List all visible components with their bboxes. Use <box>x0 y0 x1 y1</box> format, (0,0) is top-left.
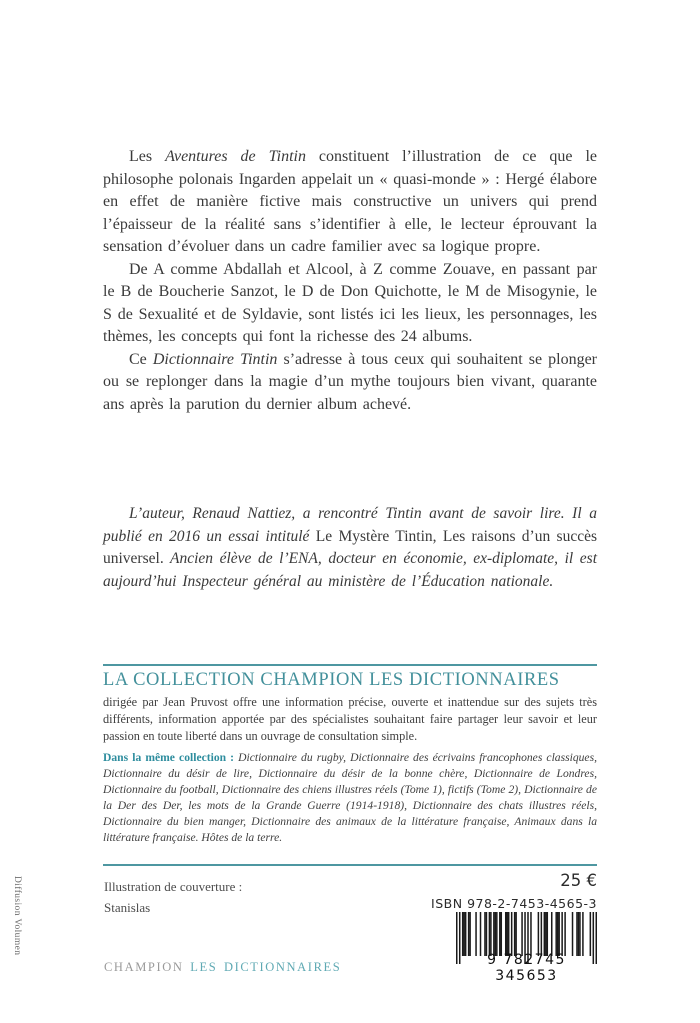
collection-block <box>103 664 597 846</box>
barcode-digits: 9 782745 345653 <box>487 952 566 984</box>
cover-credit-label: Illustration de couverture : <box>104 879 243 894</box>
publisher-collection-name: LES DICTIONNAIRES <box>190 960 342 974</box>
isbn-label: ISBN 978-2-7453-4565-3 <box>431 896 597 911</box>
same-collection-titles: Dictionnaire du rugby, Dictionnaire des écrivains francophones classiques, Dictionnaire du désir de lire, Dictionnaire du désir de la bonne chère, Dictionnaire de Londres, Dictionnaire du football, Dictionnaire des chiens illustres réels (Tome 1), fictifs (Tome 2), Dictionnaire de la Der des Der, les mots de la Grande Guerre (1914-1918), Dictionnaire des chats illustres réels, Dictionnaire du bien manger, Dictionnaire des animaux de la littérature française, Animaux dans la littérature française. Hôtes de la terre. <box>103 751 597 844</box>
distributor-vertical-text: Diffusion Volumen <box>12 876 22 956</box>
same-collection-list <box>103 750 597 846</box>
publisher-name: CHAMPION <box>104 960 184 974</box>
synopsis-paragraph-1: Les Aventures de Tintin constituent l’illustration de ce que le philosophe polonais Ingarden appelait un « quasi-monde » : Hergé élabore en effet de manière fictive mais constructive un univers qui prend l’épaisseur de la réalité sans s’identifier à elle, le lecteur éprouvant la sensation d’évoluer dans un cadre familier avec sa logique propre. <box>103 148 598 255</box>
author-note-text: L’auteur, Renaud Nattiez, a rencontré Tintin avant de savoir lire. Il a publié en 2016 un essai intitulé Le Mystère Tintin, Les raisons d’un succès universel. Ancien élève de l’ENA, docteur en économie, ex-diplomate, il est aujourd’hui Inspecteur général au ministère de l’Éducation nationale. <box>103 505 597 590</box>
collection-description: dirigée par Jean Pruvost offre une information précise, ouverte et inattendue sur des sujets très différents, information apportée par des spécialistes souhaitant faire partager leur savoir et leur passion en toute liberté dans un ouvrage de consultation simple. <box>103 695 597 743</box>
price: 25 € <box>560 871 597 890</box>
publisher-footer <box>104 960 341 975</box>
synopsis-paragraph-3: Ce Dictionnaire Tintin s’adresse à tous ceux qui souhaitent se plonger ou se replonger dans la magie d’un mythe toujours bien vivant, quarante ans après la parution du dernier album achevé. <box>103 350 597 413</box>
ean13-barcode <box>456 912 597 984</box>
synopsis-paragraph-2: De A comme Abdallah et Alcool, à Z comme Zouave, en passant par le B de Boucherie Sanzot, le D de Don Quichotte, le M de Misogynie, le S de Sexualité et de Syldavie, sont listés ici les lieux, les personnages, les thèmes, les concepts qui font la richesse des 24 albums. <box>103 260 597 345</box>
collection-top-rule <box>103 664 597 666</box>
collection-title: LA COLLECTION CHAMPION LES DICTIONNAIRES <box>103 670 560 690</box>
cover-credit-name: Stanislas <box>104 900 151 915</box>
author-note-block <box>103 503 597 593</box>
synopsis-block <box>103 146 597 416</box>
collection-bottom-rule <box>103 864 597 866</box>
same-collection-label: Dans la même collection : <box>103 751 239 764</box>
